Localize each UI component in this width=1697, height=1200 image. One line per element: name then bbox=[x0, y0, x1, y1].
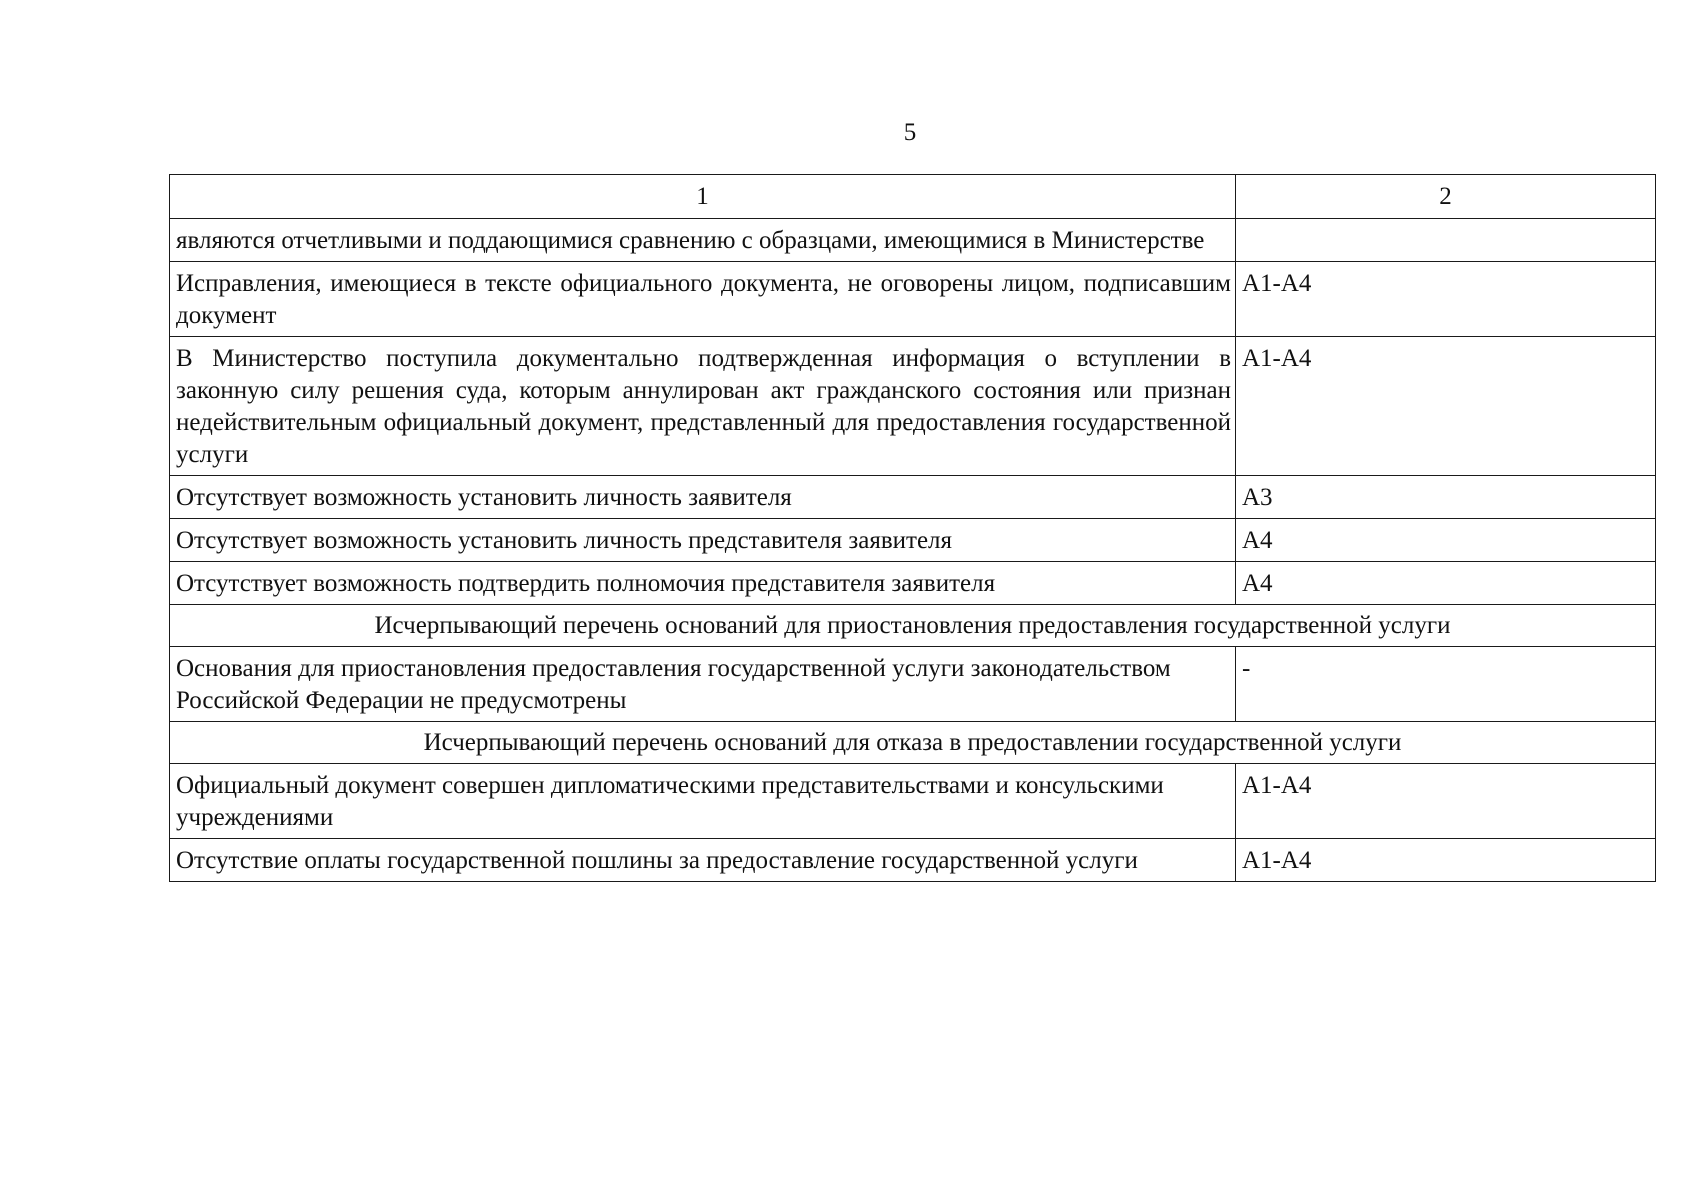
grounds-table bbox=[169, 174, 1656, 882]
ground-code: А1-А4 bbox=[1236, 764, 1656, 839]
table-row bbox=[170, 337, 1656, 476]
ground-text: В Министерство поступила документально подтвержденная информация о вступлении в законную силу решения суда, которым аннулирован акт гражданского состояния или признан недействительным официальный документ, представленный для предоставления государственной услуги bbox=[170, 337, 1236, 476]
table-row bbox=[170, 476, 1656, 519]
section-heading-row bbox=[170, 722, 1656, 764]
ground-text: Отсутствует возможность установить личность заявителя bbox=[170, 476, 1236, 519]
column-header-2: 2 bbox=[1236, 175, 1656, 219]
ground-text: Отсутствует возможность подтвердить полномочия представителя заявителя bbox=[170, 562, 1236, 605]
table-row bbox=[170, 839, 1656, 882]
ground-text: Исправления, имеющиеся в тексте официального документа, не оговорены лицом, подписавшим документ bbox=[170, 262, 1236, 337]
ground-code: А1-А4 bbox=[1236, 337, 1656, 476]
ground-code: А1-А4 bbox=[1236, 839, 1656, 882]
ground-code bbox=[1236, 219, 1656, 262]
table-row bbox=[170, 764, 1656, 839]
column-header-1: 1 bbox=[170, 175, 1236, 219]
table-row bbox=[170, 262, 1656, 337]
ground-text: Основания для приостановления предоставления государственной услуги законодательством Российской Федерации не предусмотрены bbox=[170, 647, 1236, 722]
ground-code: А4 bbox=[1236, 519, 1656, 562]
page-number: 5 bbox=[903, 119, 917, 146]
table-row bbox=[170, 562, 1656, 605]
table-header-row bbox=[170, 175, 1656, 219]
table-row bbox=[170, 519, 1656, 562]
ground-text: Официальный документ совершен дипломатическими представительствами и консульскими учреждениями bbox=[170, 764, 1236, 839]
table-row bbox=[170, 219, 1656, 262]
section-heading-suspension: Исчерпывающий перечень оснований для приостановления предоставления государственной услуги bbox=[170, 605, 1656, 647]
ground-text: Отсутствие оплаты государственной пошлины за предоставление государственной услуги bbox=[170, 839, 1236, 882]
section-heading-row bbox=[170, 605, 1656, 647]
section-heading-refusal: Исчерпывающий перечень оснований для отказа в предоставлении государственной услуги bbox=[170, 722, 1656, 764]
table-row bbox=[170, 647, 1656, 722]
ground-code: А1-А4 bbox=[1236, 262, 1656, 337]
ground-text: Отсутствует возможность установить личность представителя заявителя bbox=[170, 519, 1236, 562]
ground-code: - bbox=[1236, 647, 1656, 722]
ground-text: являются отчетливыми и поддающимися сравнению с образцами, имеющимися в Министерстве bbox=[170, 219, 1236, 262]
ground-code: А4 bbox=[1236, 562, 1656, 605]
ground-code: А3 bbox=[1236, 476, 1656, 519]
